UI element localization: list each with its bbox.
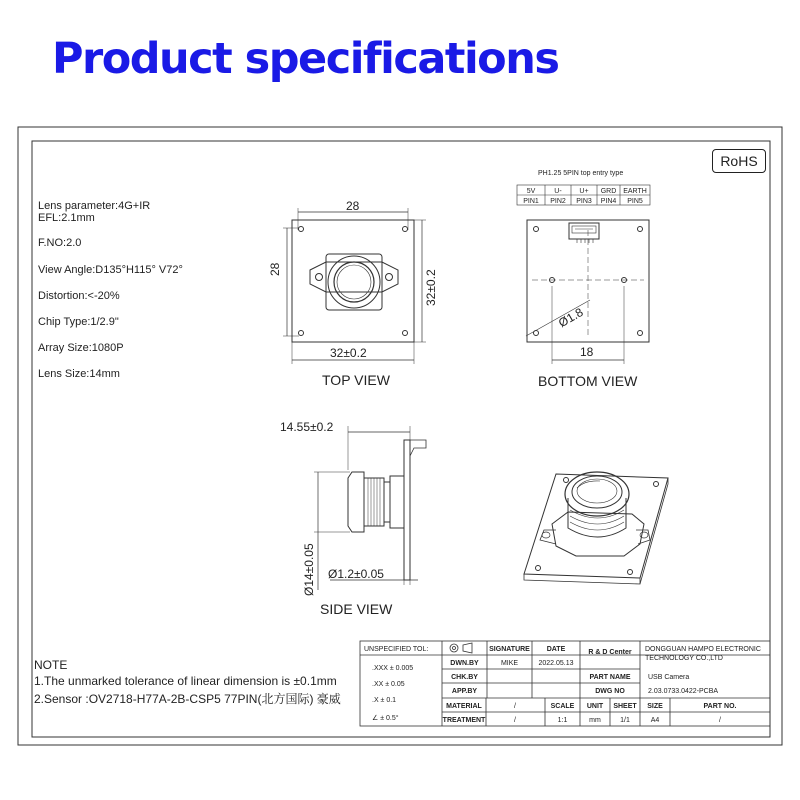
side-view-drawing xyxy=(314,426,426,590)
scale-label: SCALE xyxy=(550,703,575,710)
side-holder xyxy=(390,476,404,528)
dim-pin-dia: Ø1.2±0.05 xyxy=(328,567,384,581)
dim-lens-dia: Ø14±0.05 xyxy=(302,543,316,596)
dim-board-height: 32±0.2 xyxy=(424,269,438,306)
connector-pin: PIN4 xyxy=(600,198,617,205)
connector-signal: U- xyxy=(554,188,562,195)
top-view-label: TOP VIEW xyxy=(322,372,390,388)
dwg-no-label: DWG NO xyxy=(595,688,625,695)
tol-xxx: .XXX ± 0.005 xyxy=(372,665,414,672)
signature-header: SIGNATURE xyxy=(489,646,530,653)
top-hole-br xyxy=(403,331,408,336)
connector-pin: PIN3 xyxy=(576,198,592,205)
dim-top-width: 28 xyxy=(346,199,360,213)
connector-signal: EARTH xyxy=(623,188,647,195)
top-lens-outer xyxy=(328,256,380,308)
lens-param: F.NO:2.0 xyxy=(38,237,82,249)
unspecified-tol-label: UNSPECIFIED TOL: xyxy=(364,646,429,653)
top-lens-inner xyxy=(334,262,374,302)
dim-hole-dia: Ø1.8 xyxy=(556,304,586,331)
part-no-label: PART NO. xyxy=(703,703,737,710)
connector-signal: GRD xyxy=(600,188,617,195)
lens-param: Chip Type:1/2.9" xyxy=(38,316,119,328)
lens-param: EFL:2.1mm xyxy=(38,212,95,224)
lens-param: Array Size:1080P xyxy=(38,342,124,354)
dim-hole-spacing: 18 xyxy=(580,345,594,359)
bottom-connector xyxy=(569,223,599,239)
part-no-value: / xyxy=(719,717,721,724)
tol-x: .X ± 0.1 xyxy=(372,697,397,704)
dim-side-depth: 14.55±0.2 xyxy=(280,420,334,434)
title-block-grid xyxy=(360,641,770,726)
top-lens-glass xyxy=(337,265,371,299)
rohs-mark: RoHS xyxy=(712,149,766,173)
part-name-label: PART NAME xyxy=(589,674,631,681)
date-header: DATE xyxy=(546,646,566,653)
connector-pin: PIN2 xyxy=(550,198,566,205)
dwn-by-label: DWN.BY xyxy=(450,660,479,667)
note-line-2: 2.Sensor :OV2718-H77A-2B-CSP5 77PIN(北方国际) 豪威 xyxy=(34,692,341,706)
page-title: Product specifications xyxy=(52,34,559,84)
side-view-label: SIDE VIEW xyxy=(320,601,393,617)
scale-value: 1:1 xyxy=(557,717,568,724)
note-heading: NOTE xyxy=(34,658,68,672)
top-view-drawing xyxy=(283,208,426,364)
lens-param: Distortion:<-20% xyxy=(38,290,120,302)
connector-table xyxy=(523,188,647,205)
chk-by-label: CHK.BY xyxy=(451,674,478,681)
note-line-1: 1.The unmarked tolerance of linear dimension is ±0.1mm xyxy=(34,674,337,688)
dwn-by-date: 2022.05.13 xyxy=(538,660,574,667)
dim-top-height: 28 xyxy=(268,262,282,276)
tol-xx: .XX ± 0.05 xyxy=(372,681,405,688)
material-label: MATERIAL xyxy=(446,703,482,710)
top-flange-screw-l xyxy=(316,274,323,281)
company-name: DONGGUAN HAMPO ELECTRONIC xyxy=(645,646,761,653)
material-value: / xyxy=(514,703,516,710)
rd-center: R & D Center xyxy=(588,649,632,656)
size-value: A4 xyxy=(650,717,660,724)
lens-param: Lens Size:14mm xyxy=(38,368,120,380)
iso-view-drawing xyxy=(524,472,668,584)
size-label: SIZE xyxy=(647,703,663,710)
sheet-label: SHEET xyxy=(613,703,637,710)
connector-signal: U+ xyxy=(579,188,589,195)
connector-signal: 5V xyxy=(526,188,536,195)
bottom-view-label: BOTTOM VIEW xyxy=(538,373,638,389)
dwg-no: 2.03.0733.0422-PCBA xyxy=(648,688,719,695)
iso-holder-base xyxy=(552,512,644,556)
top-hole-bl xyxy=(299,331,304,336)
dim-board-width: 32±0.2 xyxy=(330,346,367,360)
company-name-2: TECHNOLOGY CO.,LTD xyxy=(645,655,723,662)
side-lens-front xyxy=(348,472,364,532)
part-name: USB Camera xyxy=(648,674,690,681)
connector-title: PH1.25 5PIN top entry type xyxy=(538,170,624,177)
top-hole-tl xyxy=(299,227,304,232)
top-hole-tr xyxy=(403,227,408,232)
top-flange xyxy=(310,262,398,292)
side-pcb xyxy=(404,440,410,580)
connector-pin: PIN1 xyxy=(523,198,539,205)
top-flange-screw-r xyxy=(386,274,393,281)
lens-param: View Angle:D135°H115° V72° xyxy=(38,264,183,276)
unit-value: mm xyxy=(589,717,601,724)
iso-lens-top xyxy=(565,472,629,516)
treatment-value: / xyxy=(514,717,516,724)
bottom-view-drawing xyxy=(517,185,650,364)
tol-angle: ∠ ± 0.5° xyxy=(372,715,399,722)
dwn-by-name: MIKE xyxy=(500,660,519,667)
lens-param: Lens parameter:4G+IR xyxy=(38,200,151,212)
sheet-value: 1/1 xyxy=(620,717,630,724)
app-by-label: APP.BY xyxy=(451,688,478,695)
connector-pin: PIN5 xyxy=(627,198,643,205)
treatment-label: TREATMENT xyxy=(442,717,486,724)
unit-label: UNIT xyxy=(586,703,604,710)
